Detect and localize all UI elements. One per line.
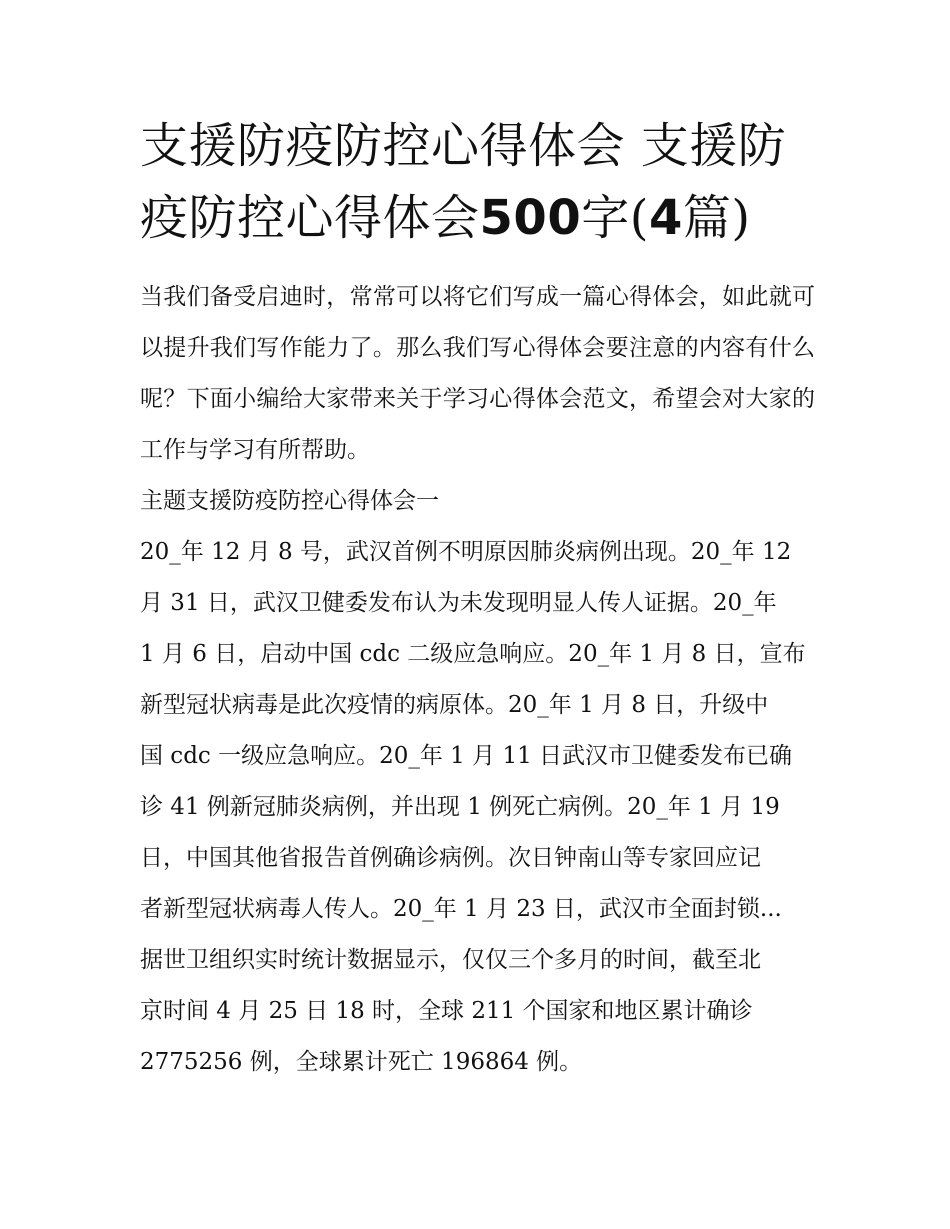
- body-line: 月 31 日，武汉卫健委发布认为未发现明显人传人证据。20_年: [140, 590, 777, 616]
- body-line: 者新型冠状病毒人传人。20_年 1 月 23 日，武汉市全面封锁...: [140, 896, 782, 922]
- title-count: 4: [648, 190, 683, 246]
- title-number: 500: [479, 190, 582, 246]
- body-line: 诊 41 例新冠肺炎病例，并出现 1 例死亡病例。20_年 1 月 19: [140, 794, 780, 820]
- body-line: 京时间 4 月 25 日 18 时，全球 211 个国家和地区累计确诊: [140, 998, 753, 1024]
- body-line: 1 月 6 日，启动中国 cdc 二级应急响应。20_年 1 月 8 日，宣布: [140, 641, 806, 667]
- title-char: 字(: [581, 190, 649, 246]
- document-content: [140, 110, 815, 1088]
- body-paragraph: [140, 527, 815, 1088]
- body-line: 新型冠状病毒是此次疫情的病原体。20_年 1 月 8 日，升级中: [140, 692, 769, 718]
- body-line: 2775256 例，全球累计死亡 196864 例。: [140, 1049, 583, 1075]
- title-text: 支援防疫防控心得体会 支援防疫防控心得体会: [140, 118, 787, 246]
- title-suffix: 篇): [682, 190, 751, 246]
- intro-paragraph: 当我们备受启迪时，常常可以将它们写成一篇心得体会，如此就可以提升我们写作能力了。那么我们写心得体会要注意的内容有什么呢？下面小编给大家带来关于学习心得体会范文，希望会对大家的工作与学习有所帮助。: [140, 284, 815, 463]
- section-heading: 主题支援防疫防控心得体会一: [140, 488, 439, 514]
- body-line: 据世卫组织实时统计数据显示，仅仅三个多月的时间，截至北: [140, 947, 761, 973]
- body-line: 国 cdc 一级应急响应。20_年 1 月 11 日武汉市卫健委发布已确: [140, 743, 793, 769]
- body-line: 20_年 12 月 8 号，武汉首例不明原因肺炎病例出现。20_年 12: [140, 539, 792, 565]
- document-title: [140, 110, 815, 254]
- body-line: 日，中国其他省报告首例确诊病例。次日钟南山等专家回应记: [140, 845, 761, 871]
